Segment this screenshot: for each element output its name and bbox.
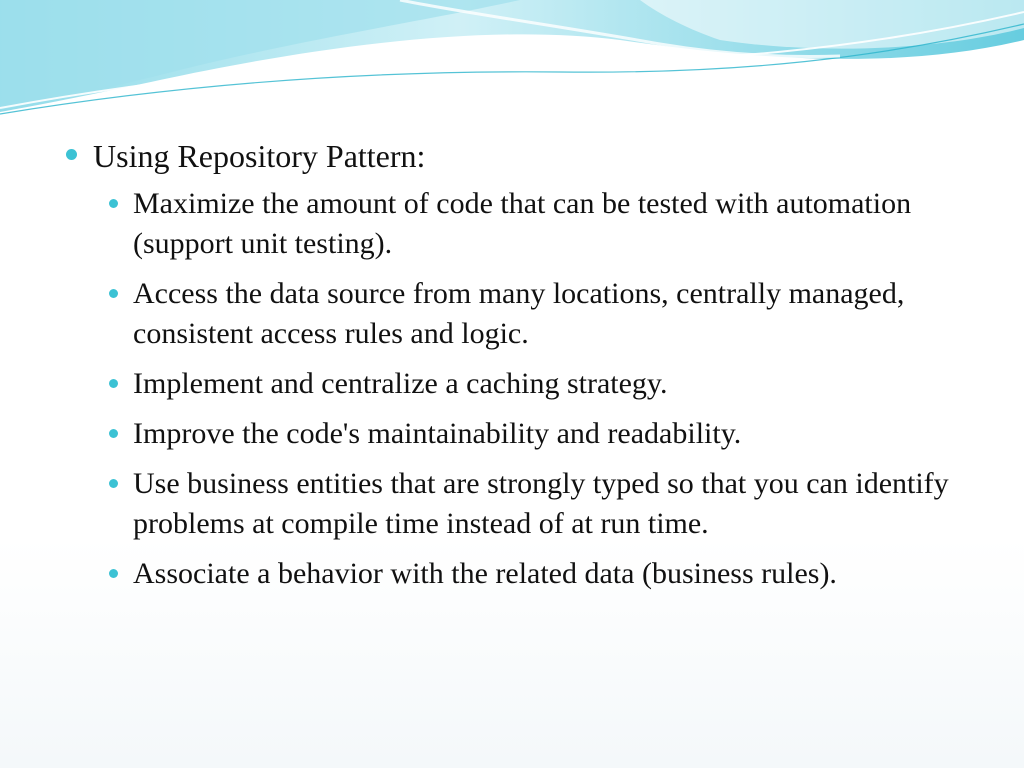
list-item bbox=[133, 414, 962, 454]
slide-content bbox=[62, 136, 962, 604]
bullet-text: Use business entities that are strongly typed so that you can identify problems at compile time instead of at run time. bbox=[133, 467, 949, 540]
list-item bbox=[133, 274, 962, 354]
bullet-dot bbox=[109, 199, 118, 208]
list-item bbox=[133, 464, 962, 544]
bullet-text: Access the data source from many locations, centrally managed, consistent access rules and logic. bbox=[133, 277, 905, 350]
bullet-text: Implement and centralize a caching strategy. bbox=[133, 367, 668, 400]
list-item bbox=[133, 184, 962, 264]
bullet-dot bbox=[109, 379, 118, 388]
heading-item bbox=[62, 136, 962, 176]
decorative-wave-banner bbox=[0, 0, 1024, 120]
list-item bbox=[133, 364, 962, 404]
bullet-dot bbox=[109, 429, 118, 438]
bullet-dot bbox=[109, 569, 118, 578]
bullet-list bbox=[62, 184, 962, 594]
bullet-text: Improve the code's maintainability and readability. bbox=[133, 417, 742, 450]
bullet-text: Associate a behavior with the related data (business rules). bbox=[133, 557, 837, 590]
bullet-dot bbox=[109, 289, 118, 298]
bullet-dot bbox=[66, 149, 77, 160]
bullet-text: Maximize the amount of code that can be tested with automation (support unit testing). bbox=[133, 187, 912, 260]
list-item bbox=[133, 554, 962, 594]
slide-heading: Using Repository Pattern: bbox=[93, 138, 426, 174]
bullet-dot bbox=[109, 479, 118, 488]
